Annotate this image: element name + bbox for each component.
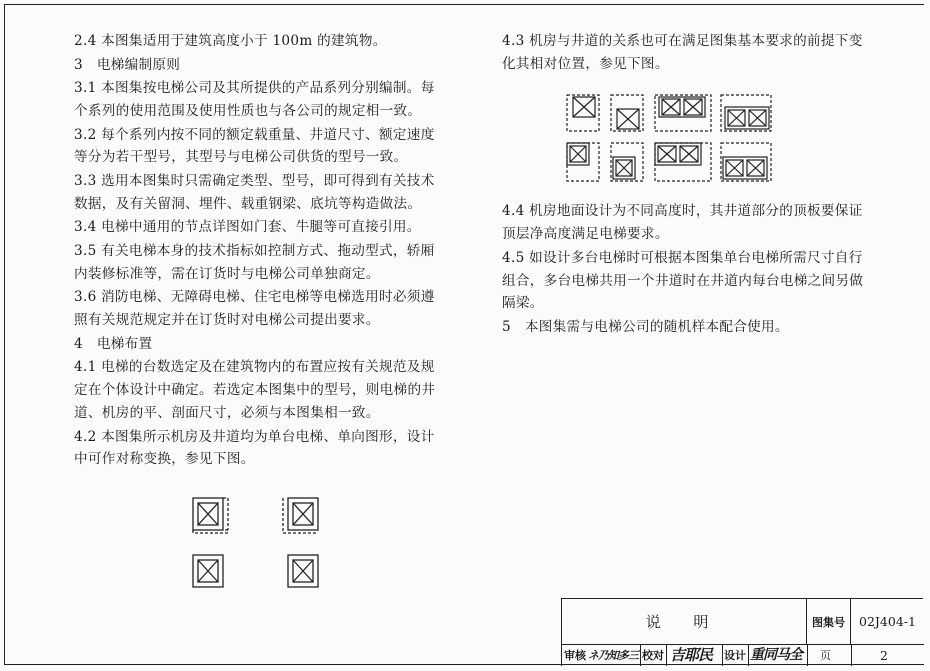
paragraph: 3.3 选用本图集时只需确定类型、型号，即可得到有关技术数据，及有关留洞、埋件、载重钢梁、底坑等构造做法。 [74,172,435,212]
check-signature: 吉耶民 [670,646,713,664]
divider [748,645,749,666]
divider [666,645,667,666]
signature-row [562,644,924,667]
elevator-shaft-icon [288,555,318,587]
design-label: 设计 [724,649,746,662]
sheet-title: 说 明 [562,599,807,644]
paragraph: 2.4 本图集适用于建筑高度小于 100m 的建筑物。 [74,33,387,49]
check-label: 校对 [642,649,664,662]
divider [722,645,723,666]
paragraph: 3.4 电梯中通用的节点详图如门套、牛腿等可直接引用。 [74,219,421,236]
elevator-shaft-icon [193,498,228,533]
paragraph: 3.1 本图集按电梯公司及其所提供的产品系列分别编制。每个系列的使用范围及使用性质也与各公司的规定相一致。 [74,80,435,119]
design-signature: 重同马全 [750,647,802,663]
paragraph: 4.2 本图集所示机房及井道均为单台电梯、单向图形，设计中可作对称变换，参见下图。 [74,428,435,468]
elevator-shaft-icon [283,498,318,533]
paragraph: 5 本图集需与电梯公司的随机样本配合使用。 [502,318,789,335]
paragraph: 3.2 每个系列内按不同的额定载重量、井道尺寸、额定速度等分为若干型号，其型号与电梯公司供货的型号一致。 [74,126,435,166]
page-number: 2 [880,648,888,663]
atlas-number: 02J404-1 [859,614,916,629]
paragraph: 3.6 消防电梯、无障碍电梯、住宅电梯等电梯选用时必须遵照有关规范规定并在订货时对电梯公司提出要求。 [74,289,435,329]
review-label: 审核 [564,649,586,662]
atlas-number-label: 图集号 [807,599,851,644]
divider [640,645,641,666]
paragraph: 4.3 机房与井道的关系也可在满足图集基本要求的前提下变化其相对位置，参见下图。 [502,33,863,72]
left-text-column [74,30,446,472]
divider [851,645,852,666]
position-variants-diagram [565,93,775,185]
paragraph: 4.1 电梯的台数选定及在建筑物内的布置应按有关规范及规定在个体设计中确定。若选定本图集中的型号，则电梯的井道、机房的平、剖面尺寸，必须与本图集相一致。 [74,359,436,421]
elevator-shaft-icon [193,555,223,587]
paragraph: 4.4 机房地面设计为不同高度时，其井道部分的顶板要保证顶层净高度满足电梯要求。 [502,203,863,243]
paragraph: 4.5 如设计多台电梯时可根据本图集单台电梯所需尺寸自行组合，多台电梯共用一个井道时在井道内每台电梯之间另做隔梁。 [502,249,864,312]
symmetry-diagram [190,495,330,595]
title-block [561,598,923,666]
section-heading: 4 电梯布置 [74,335,153,352]
paragraph: 3.5 有关电梯本身的技术指标如控制方式、拖动型式，轿厢内装修标准等，需在订货时与电梯公司单独商定。 [74,242,435,282]
page-label: 页 [820,649,831,662]
section-heading: 3 电梯编制原则 [74,56,181,73]
review-signature: ネ乃知多三 [588,649,638,662]
divider [807,645,808,666]
